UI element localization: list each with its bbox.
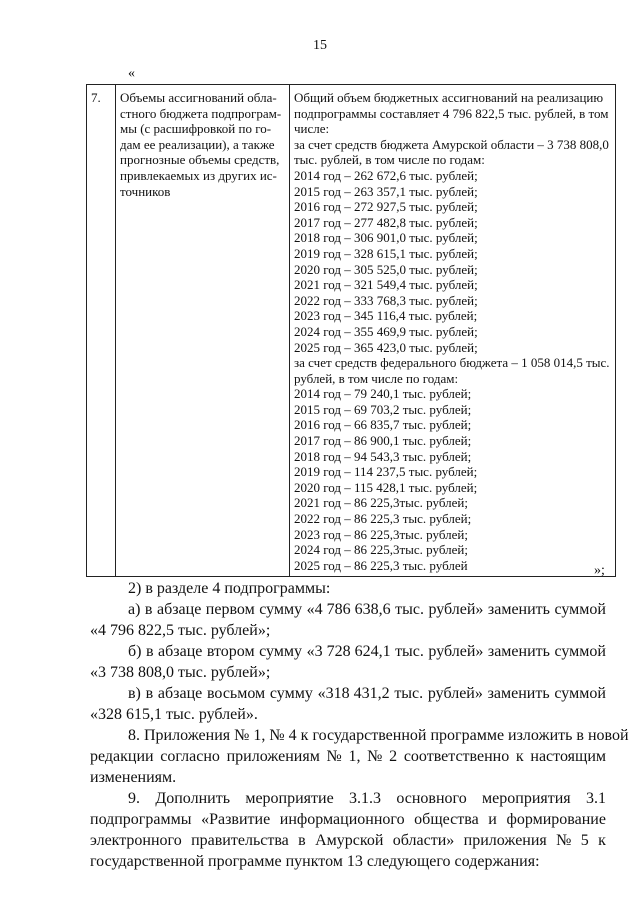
row-content-line: 2016 год – 272 927,5 тыс. рублей; (294, 199, 478, 215)
row-number-cell: 7. (87, 85, 116, 577)
word: в (144, 601, 153, 618)
row-content-line: 2022 год – 86 225,3 тыс. рублей; (294, 511, 472, 527)
item-8-paragraph (90, 725, 629, 788)
word: настоящим (530, 748, 606, 765)
row-content-line: 2015 год – 263 357,1 тыс. рублей; (294, 183, 478, 199)
row-content-line: 2014 год – 79 240,1 тыс. рублей; (294, 386, 472, 402)
word: тыс. (395, 601, 424, 618)
row-name-line: стного бюджета подпрограм- (120, 105, 282, 121)
row-name-line: точников (120, 183, 171, 199)
word: тыс. (394, 685, 424, 702)
word: и (488, 811, 497, 828)
word: 3.1 (585, 790, 606, 807)
word: мероприятие (245, 790, 334, 807)
item-b-paragraph (90, 641, 606, 683)
item-a-line-2: «4 796 822,5 тыс. рублей»; (90, 622, 271, 639)
word: «4 786 638,6 (306, 601, 391, 618)
funding-table (86, 84, 616, 577)
word: согласно (160, 748, 220, 765)
word: № (367, 748, 383, 765)
row-content-line: 2018 год – 94 543,3 тыс. рублей; (294, 448, 472, 464)
word: 1, (348, 748, 361, 765)
table-row (87, 85, 616, 577)
word: сумму (259, 643, 303, 660)
row-content-line: 2025 год – 365 423,0 тыс. рублей; (294, 339, 478, 355)
word: первом (205, 601, 255, 618)
row-content-line: 2024 год – 86 225,3тыс. рублей; (294, 542, 468, 558)
item-8-line-2 (90, 746, 606, 767)
word: заменить (487, 643, 550, 660)
word: области» (392, 832, 455, 849)
row-content-line: за счет средств федерального бюджета – 1 058 014,5 тыс. (294, 355, 610, 371)
row-name-cell (116, 85, 290, 577)
row-name-line: прогнозные объемы средств, (120, 152, 280, 168)
row-content-line: Общий объем бюджетных ассигнований на реализацию (294, 90, 604, 105)
word: № (326, 748, 342, 765)
row-name-line: мы (с расшифровкой по го- (120, 121, 272, 137)
row-content-line: 2018 год – 306 901,0 тыс. рублей; (294, 230, 478, 246)
item-v-paragraph (90, 683, 606, 725)
row-content-line: тыс. рублей, в том числе по годам: (294, 152, 485, 168)
row-content-line: 2014 год – 262 672,6 тыс. рублей; (294, 167, 478, 183)
opening-quote-mark: « (128, 66, 135, 81)
item-v-line-1 (90, 683, 606, 704)
item-b-line-1 (90, 641, 606, 662)
word: к (515, 748, 524, 765)
row-content-line: 2025 год – 86 225,3 тыс. рублей (294, 557, 468, 573)
word: в) (128, 685, 141, 702)
word: восьмом (206, 685, 266, 702)
word: основного (396, 790, 467, 807)
word: рублей» (428, 601, 484, 618)
item-9-line-1 (90, 788, 606, 809)
word: мероприятия (482, 790, 571, 807)
row-content-line: 2020 год – 305 525,0 тыс. рублей; (294, 261, 478, 277)
item-b-line-2: «3 738 808,0 тыс. рублей»; (90, 664, 271, 681)
item-v-line-2: «328 615,1 тыс. рублей». (90, 706, 258, 723)
word: 9. (128, 790, 140, 807)
word: в (298, 832, 306, 849)
word: абзаце (156, 601, 202, 618)
row-content-line: 2024 год – 355 469,9 тыс. рублей; (294, 323, 478, 339)
word: сумму (259, 601, 303, 618)
word: в (145, 685, 154, 702)
word: «Развитие (201, 811, 271, 828)
word: подпрограммы (90, 811, 192, 828)
word: соответственно (403, 748, 510, 765)
word: «318 431,2 (317, 685, 390, 702)
closing-quote-mark: »; (594, 563, 605, 578)
item-8-line-1: 8. Приложения № 1, № 4 к государственной программе изложить в новой (128, 727, 629, 744)
row-content-line: числе: (294, 121, 330, 137)
row-content-line: 2017 год – 86 900,1 тыс. рублей; (294, 433, 472, 449)
word: правительства (191, 832, 289, 849)
page-number: 15 (313, 38, 327, 53)
row-name-line: дам ее реализации), а также (120, 136, 275, 152)
section-4-heading (90, 578, 606, 599)
word: редакции (90, 748, 154, 765)
word: а) (128, 601, 141, 618)
section-4-text: 2) в разделе 4 подпрограммы: (128, 580, 331, 597)
row-content-line: 2023 год – 345 116,4 тыс. рублей; (294, 308, 478, 324)
word: приложения (463, 832, 547, 849)
word: Амурской (315, 832, 384, 849)
row-content-line: 2021 год – 321 549,4 тыс. рублей; (294, 277, 478, 293)
word: 2 (389, 748, 398, 765)
word: абзаце (158, 643, 203, 660)
row-name-line: Объемы ассигнований обла- (120, 90, 277, 105)
item-9-line-2 (90, 809, 606, 830)
item-9-line-3 (90, 830, 606, 851)
row-content-cell (290, 85, 616, 577)
word: информационного (279, 811, 405, 828)
item-9-line-4: государственной программе пунктом 13 следующего содержания: (90, 853, 540, 870)
row-content-line: 2016 год – 66 835,7 тыс. рублей; (294, 417, 472, 433)
word: Дополнить (155, 790, 230, 807)
row-content-line: 2019 год – 328 615,1 тыс. рублей; (294, 245, 478, 261)
word: б) (128, 643, 142, 660)
row-name-line: привлекаемых из других ис- (120, 167, 277, 183)
word: абзаце (157, 685, 203, 702)
row-content-line: подпрограммы составляет 4 796 822,5 тыс. рублей, в том (294, 105, 609, 121)
item-a-line-1 (90, 599, 606, 620)
item-8-line-3: изменениям. (90, 769, 177, 786)
word: заменить (487, 685, 550, 702)
word: формирование (506, 811, 606, 828)
word: к (598, 832, 606, 849)
row-content-line: рублей, в том числе по годам: (294, 370, 459, 386)
row-content-line: 2017 год – 277 482,8 тыс. рублей; (294, 214, 478, 230)
word: тыс. (395, 643, 424, 660)
row-content-line: 2021 год – 86 225,3тыс. рублей; (294, 495, 468, 511)
row-content-line: за счет средств бюджета Амурской области – 3 738 808,0 (294, 136, 609, 152)
word: электронного (90, 832, 182, 849)
word: суммой (554, 643, 606, 660)
row-content-line: 2022 год – 333 768,3 тыс. рублей; (294, 292, 478, 308)
word: сумму (269, 685, 313, 702)
row-content-line: 2019 год – 114 237,5 тыс. рублей; (294, 464, 478, 480)
word: втором (206, 643, 255, 660)
word: 5 (580, 832, 589, 849)
word: рублей» (427, 685, 483, 702)
word: рублей» (428, 643, 484, 660)
word: № (556, 832, 572, 849)
word: приложениям (226, 748, 320, 765)
row-content-line: 2020 год – 115 428,1 тыс. рублей; (294, 479, 478, 495)
row-content-line: 2015 год – 69 703,2 тыс. рублей; (294, 401, 472, 417)
word: в (145, 643, 154, 660)
word: «3 728 624,1 (306, 643, 391, 660)
word: 3.1.3 (349, 790, 382, 807)
word: заменить (487, 601, 550, 618)
word: суммой (554, 601, 606, 618)
word: общества (414, 811, 479, 828)
word: суммой (554, 685, 606, 702)
item-9-paragraph (90, 788, 606, 872)
row-content-line: 2023 год – 86 225,3тыс. рублей; (294, 526, 468, 542)
item-a-paragraph (90, 599, 606, 641)
